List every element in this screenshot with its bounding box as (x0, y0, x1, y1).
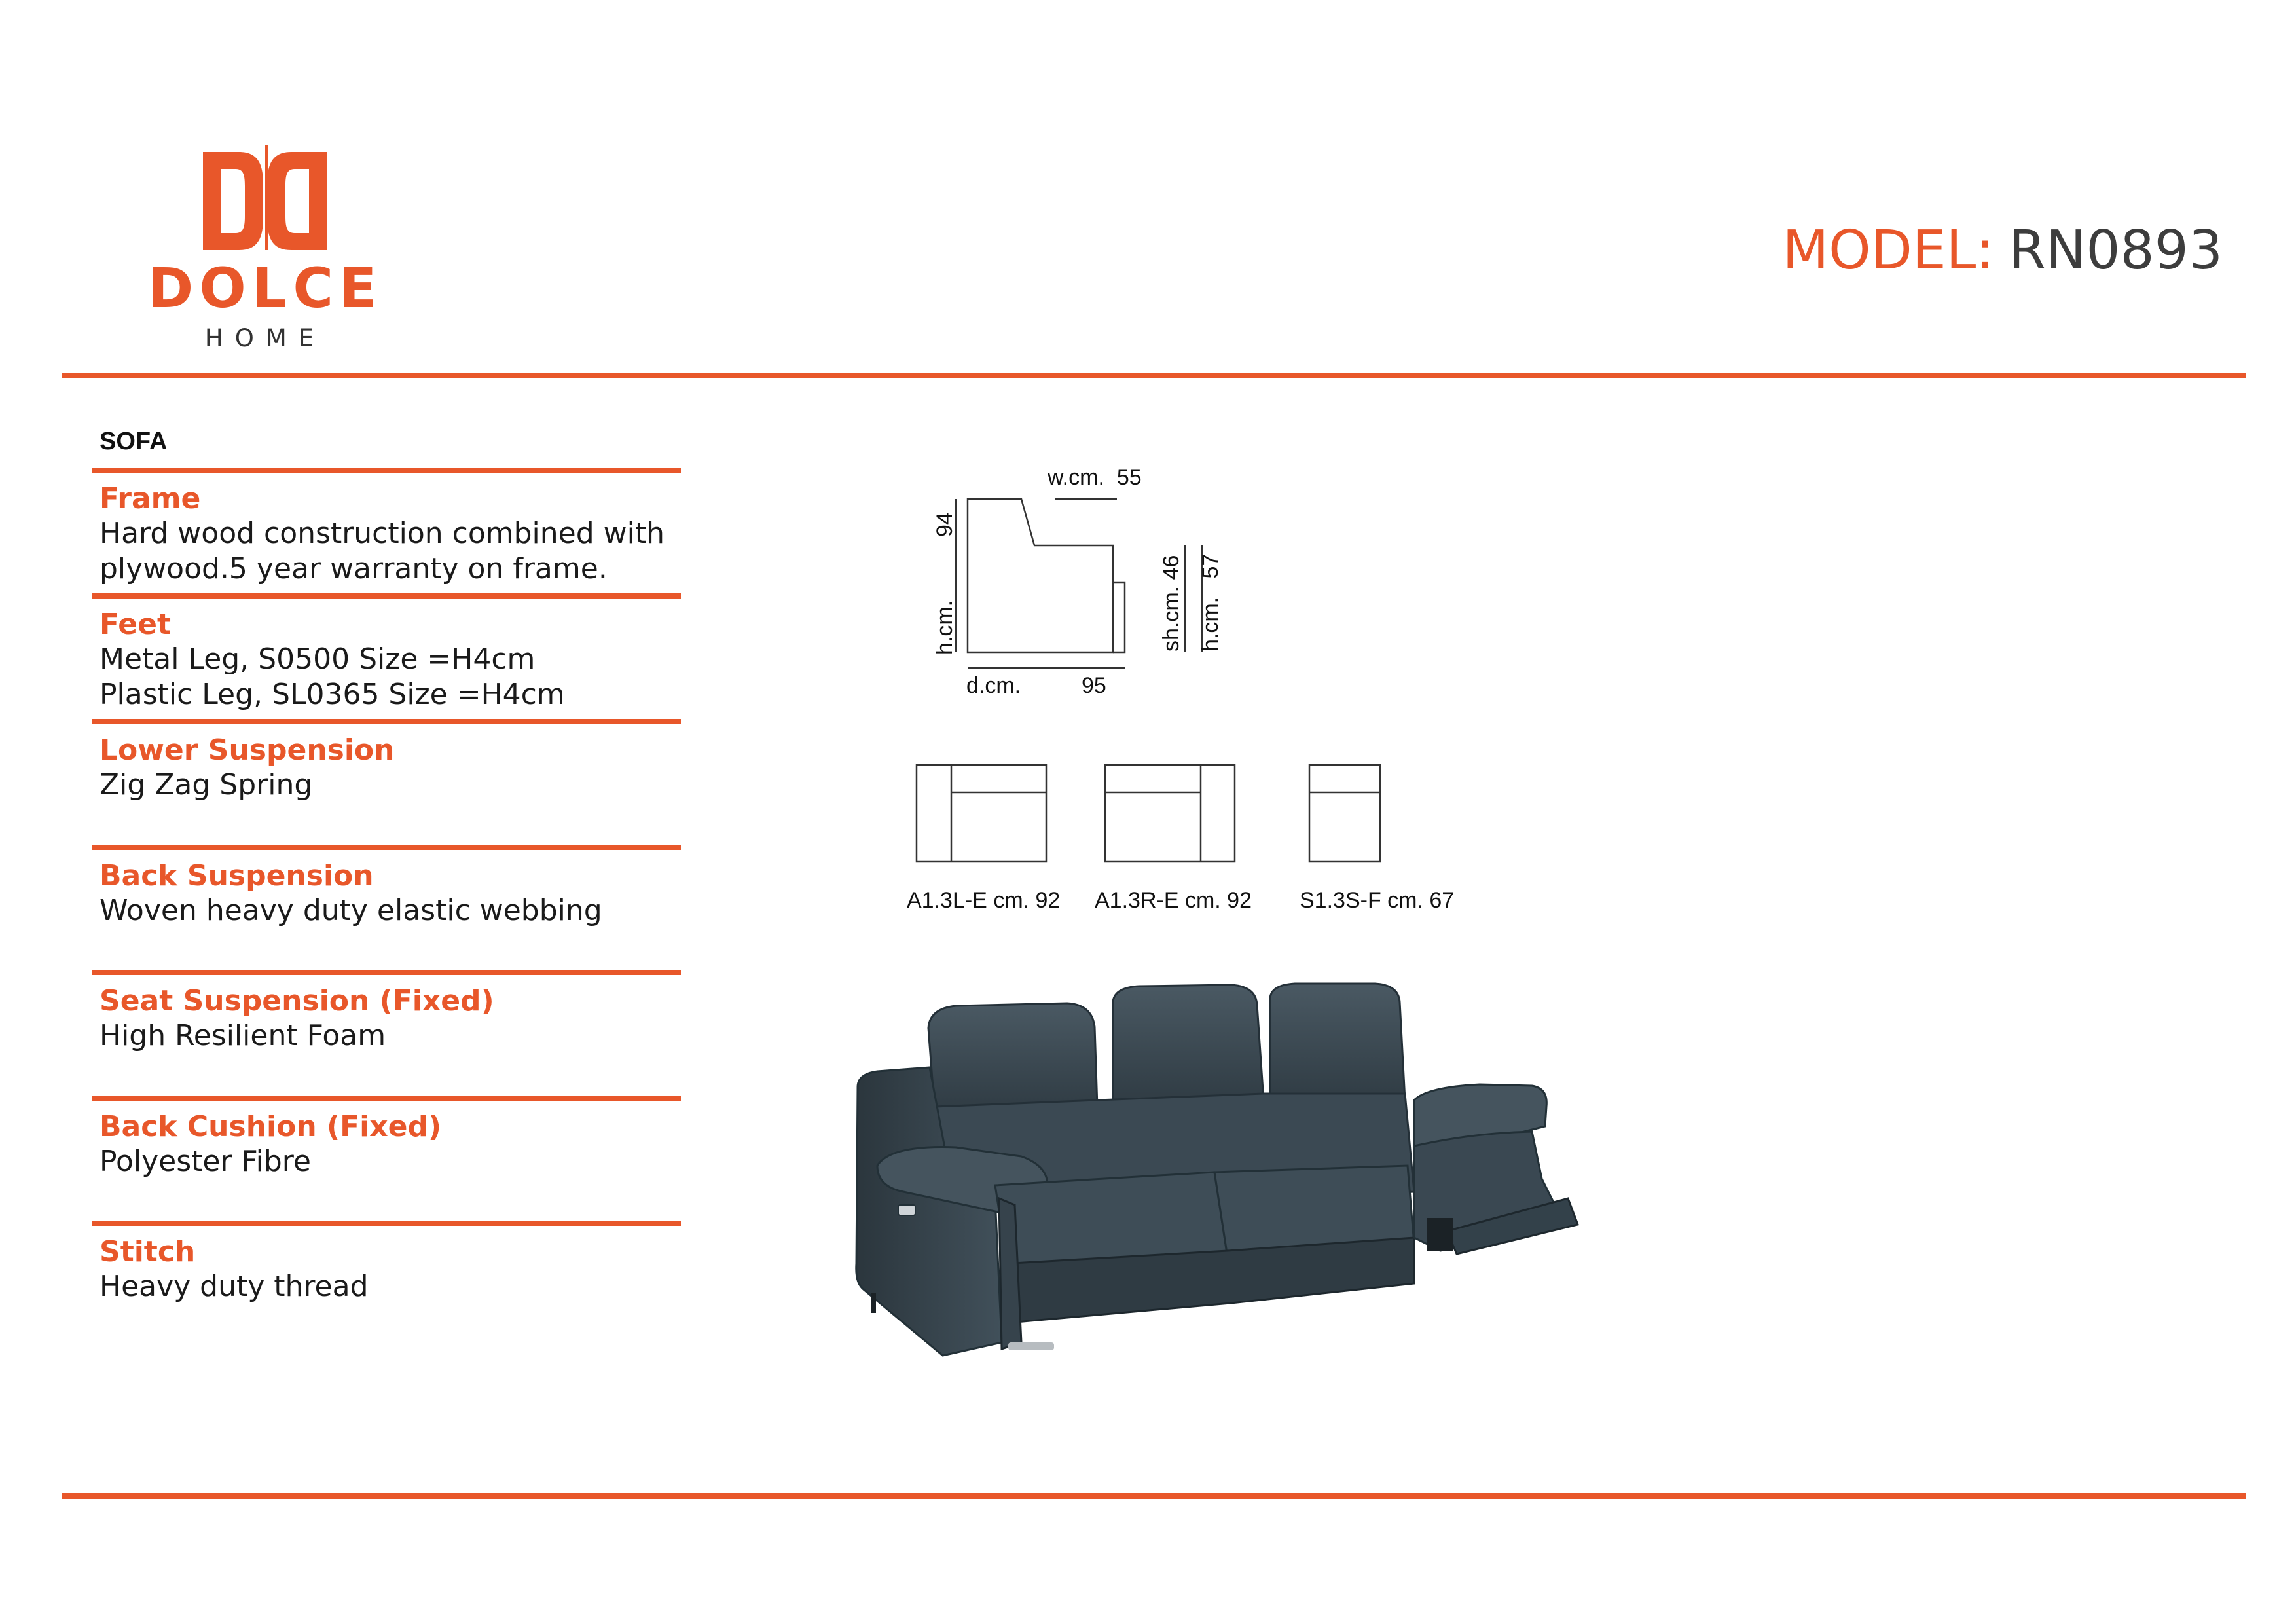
module-top-views (910, 760, 1401, 871)
sofa-product-image (851, 976, 1584, 1395)
width-value: 55 (1116, 465, 1142, 490)
category-heading: SOFA (100, 428, 168, 455)
module-code: A1.3L-E (907, 888, 987, 913)
spec-label: Stitch (100, 1235, 196, 1268)
width-dimension (1048, 466, 1142, 489)
depth-label: d.cm. (966, 673, 1021, 698)
depth-value: 95 (1082, 673, 1106, 698)
seat-height-label: sh.cm. (1159, 585, 1184, 652)
spec-label: Back Cushion (Fixed) (100, 1110, 442, 1143)
dolce-home-logo-mark (203, 145, 327, 250)
footer-divider (62, 1493, 2246, 1499)
spec-label: Feet (100, 608, 171, 641)
seat-height-dimension (1160, 555, 1182, 652)
module-code: A1.3R-E (1095, 888, 1179, 913)
model-label: MODEL: (1782, 219, 1994, 282)
spec-text: Hard wood construction combined with (100, 517, 665, 550)
spec-back-cushion (92, 1096, 681, 1179)
height-value: 94 (932, 512, 957, 537)
spec-frame (92, 468, 681, 587)
spec-divider (92, 970, 681, 975)
spec-label: Frame (100, 482, 201, 515)
module-size: cm. 92 (1184, 888, 1252, 913)
brand-name: DOLCE (147, 256, 383, 320)
spec-back-suspension (92, 845, 681, 929)
seat-height-value: 46 (1159, 555, 1184, 580)
spec-text: plywood.5 year warranty on frame. (100, 552, 608, 585)
spec-divider (92, 1221, 681, 1226)
arm-height-dimension (1199, 554, 1222, 652)
model-number: RN0893 (2009, 219, 2223, 282)
module-size: cm. 92 (993, 888, 1061, 913)
arm-height-label: h.cm. (1198, 597, 1223, 652)
arm-height-value: 57 (1198, 553, 1223, 579)
spec-text: Woven heavy duty elastic webbing (100, 894, 602, 927)
spec-label: Lower Suspension (100, 733, 395, 767)
module-size: cm. 67 (1387, 888, 1455, 913)
brand-subtitle: HOME (204, 324, 326, 352)
spec-seat-suspension (92, 970, 681, 1054)
spec-text: Metal Leg, S0500 Size =H4cm (100, 642, 536, 676)
spec-text: Heavy duty thread (100, 1270, 369, 1303)
module-code: S1.3S-F (1300, 888, 1381, 913)
spec-label: Seat Suspension (Fixed) (100, 984, 494, 1018)
spec-text: Plastic Leg, SL0365 Size =H4cm (100, 678, 565, 711)
spec-divider (92, 468, 681, 473)
spec-feet (92, 593, 681, 712)
spec-lower-suspension (92, 719, 681, 803)
spec-label: Back Suspension (100, 859, 374, 893)
spec-text: Zig Zag Spring (100, 768, 313, 802)
module-a13r-e-plan (1105, 765, 1235, 862)
model-heading (1782, 219, 2223, 282)
module-s13s-f-plan (1309, 765, 1380, 862)
spec-divider (92, 719, 681, 724)
header-divider (62, 373, 2246, 378)
spec-divider (92, 593, 681, 599)
spec-stitch (92, 1221, 681, 1304)
height-label: h.cm. (932, 600, 957, 655)
spec-divider (92, 845, 681, 850)
spec-divider (92, 1096, 681, 1101)
module-a13l-e-caption (907, 889, 1060, 912)
spec-text: Polyester Fibre (100, 1145, 311, 1178)
module-s13s-f-caption (1300, 889, 1454, 912)
width-label: w.cm. (1048, 465, 1104, 490)
module-a13l-e-plan (917, 765, 1046, 862)
spec-text: High Resilient Foam (100, 1019, 386, 1052)
module-a13r-e-caption (1095, 889, 1252, 912)
